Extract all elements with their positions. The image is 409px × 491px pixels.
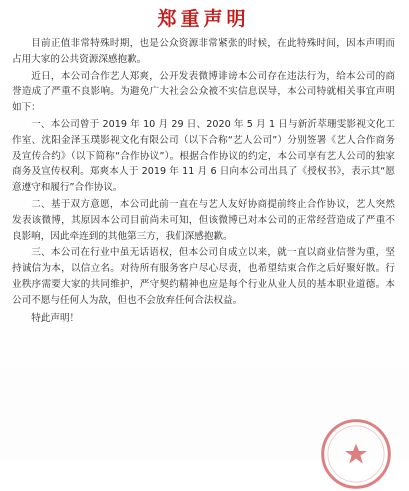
closing-line: 特此声明！: [31, 312, 80, 324]
company-seal-stamp: [319, 417, 393, 491]
paragraph-background: 近日，本公司合作艺人郑爽，公开发表微博诽谤本公司存在违法行为，给本公司的商誉造成了严重不良影响。为避免广大社会公众被不实信息误导，本公司特就相关事宜声明如下：: [12, 70, 395, 114]
paragraph-point-two: 二、基于双方意愿，本公司此前一直在与艺人友好协商提前终止合作协议，艺人突然发表该微博，其原因本公司目前尚未可知，但该微博已对本公司的正常经营造成了严重不良影响，因此牵连到的其他第三方，我们深感抱歉。: [12, 198, 395, 242]
paragraph-point-three: 三、本公司在行业中虽无话语权，但本公司自成立以来，就一直以商业信誉为重，坚持诚信为本，以信立名。对待所有服务客户尽心尽责，也希望结束合作之后好聚好散。行业秩序需要大家的共同维护，严守契约精神也应是每个行业从业人员的基本职业道德。本公司不愿与任何人为敌，但也不会放弃任何合法权益。: [12, 247, 395, 306]
paragraph-intro: 目前正值非常特殊时期，也是公众资源非常紧张的时候，在此特殊时间，因本声明而占用大家的公共资源深感抱歉。: [12, 38, 395, 65]
document-title: 郑重声明: [157, 8, 250, 30]
paragraph-point-one: 一、本公司曾于 2019 年 10 月 29 日、2020 年 5 月 1 日与新沂萃珊雯影视文化工作室、沈阳金泽玉璞影视文化有限公司（以下合称“艺人公司”）分别签署《艺人合作商务及宣传合约》（以下简称“合作协议”）。根据合作协议的约定，本公司享有艺人公司的独家商务及宣传权利。郑爽本人于 2019 年 11 月 6 日向本公司出具了《授权书》，表示其“愿意遵守和履行”合作协议。: [12, 118, 395, 194]
